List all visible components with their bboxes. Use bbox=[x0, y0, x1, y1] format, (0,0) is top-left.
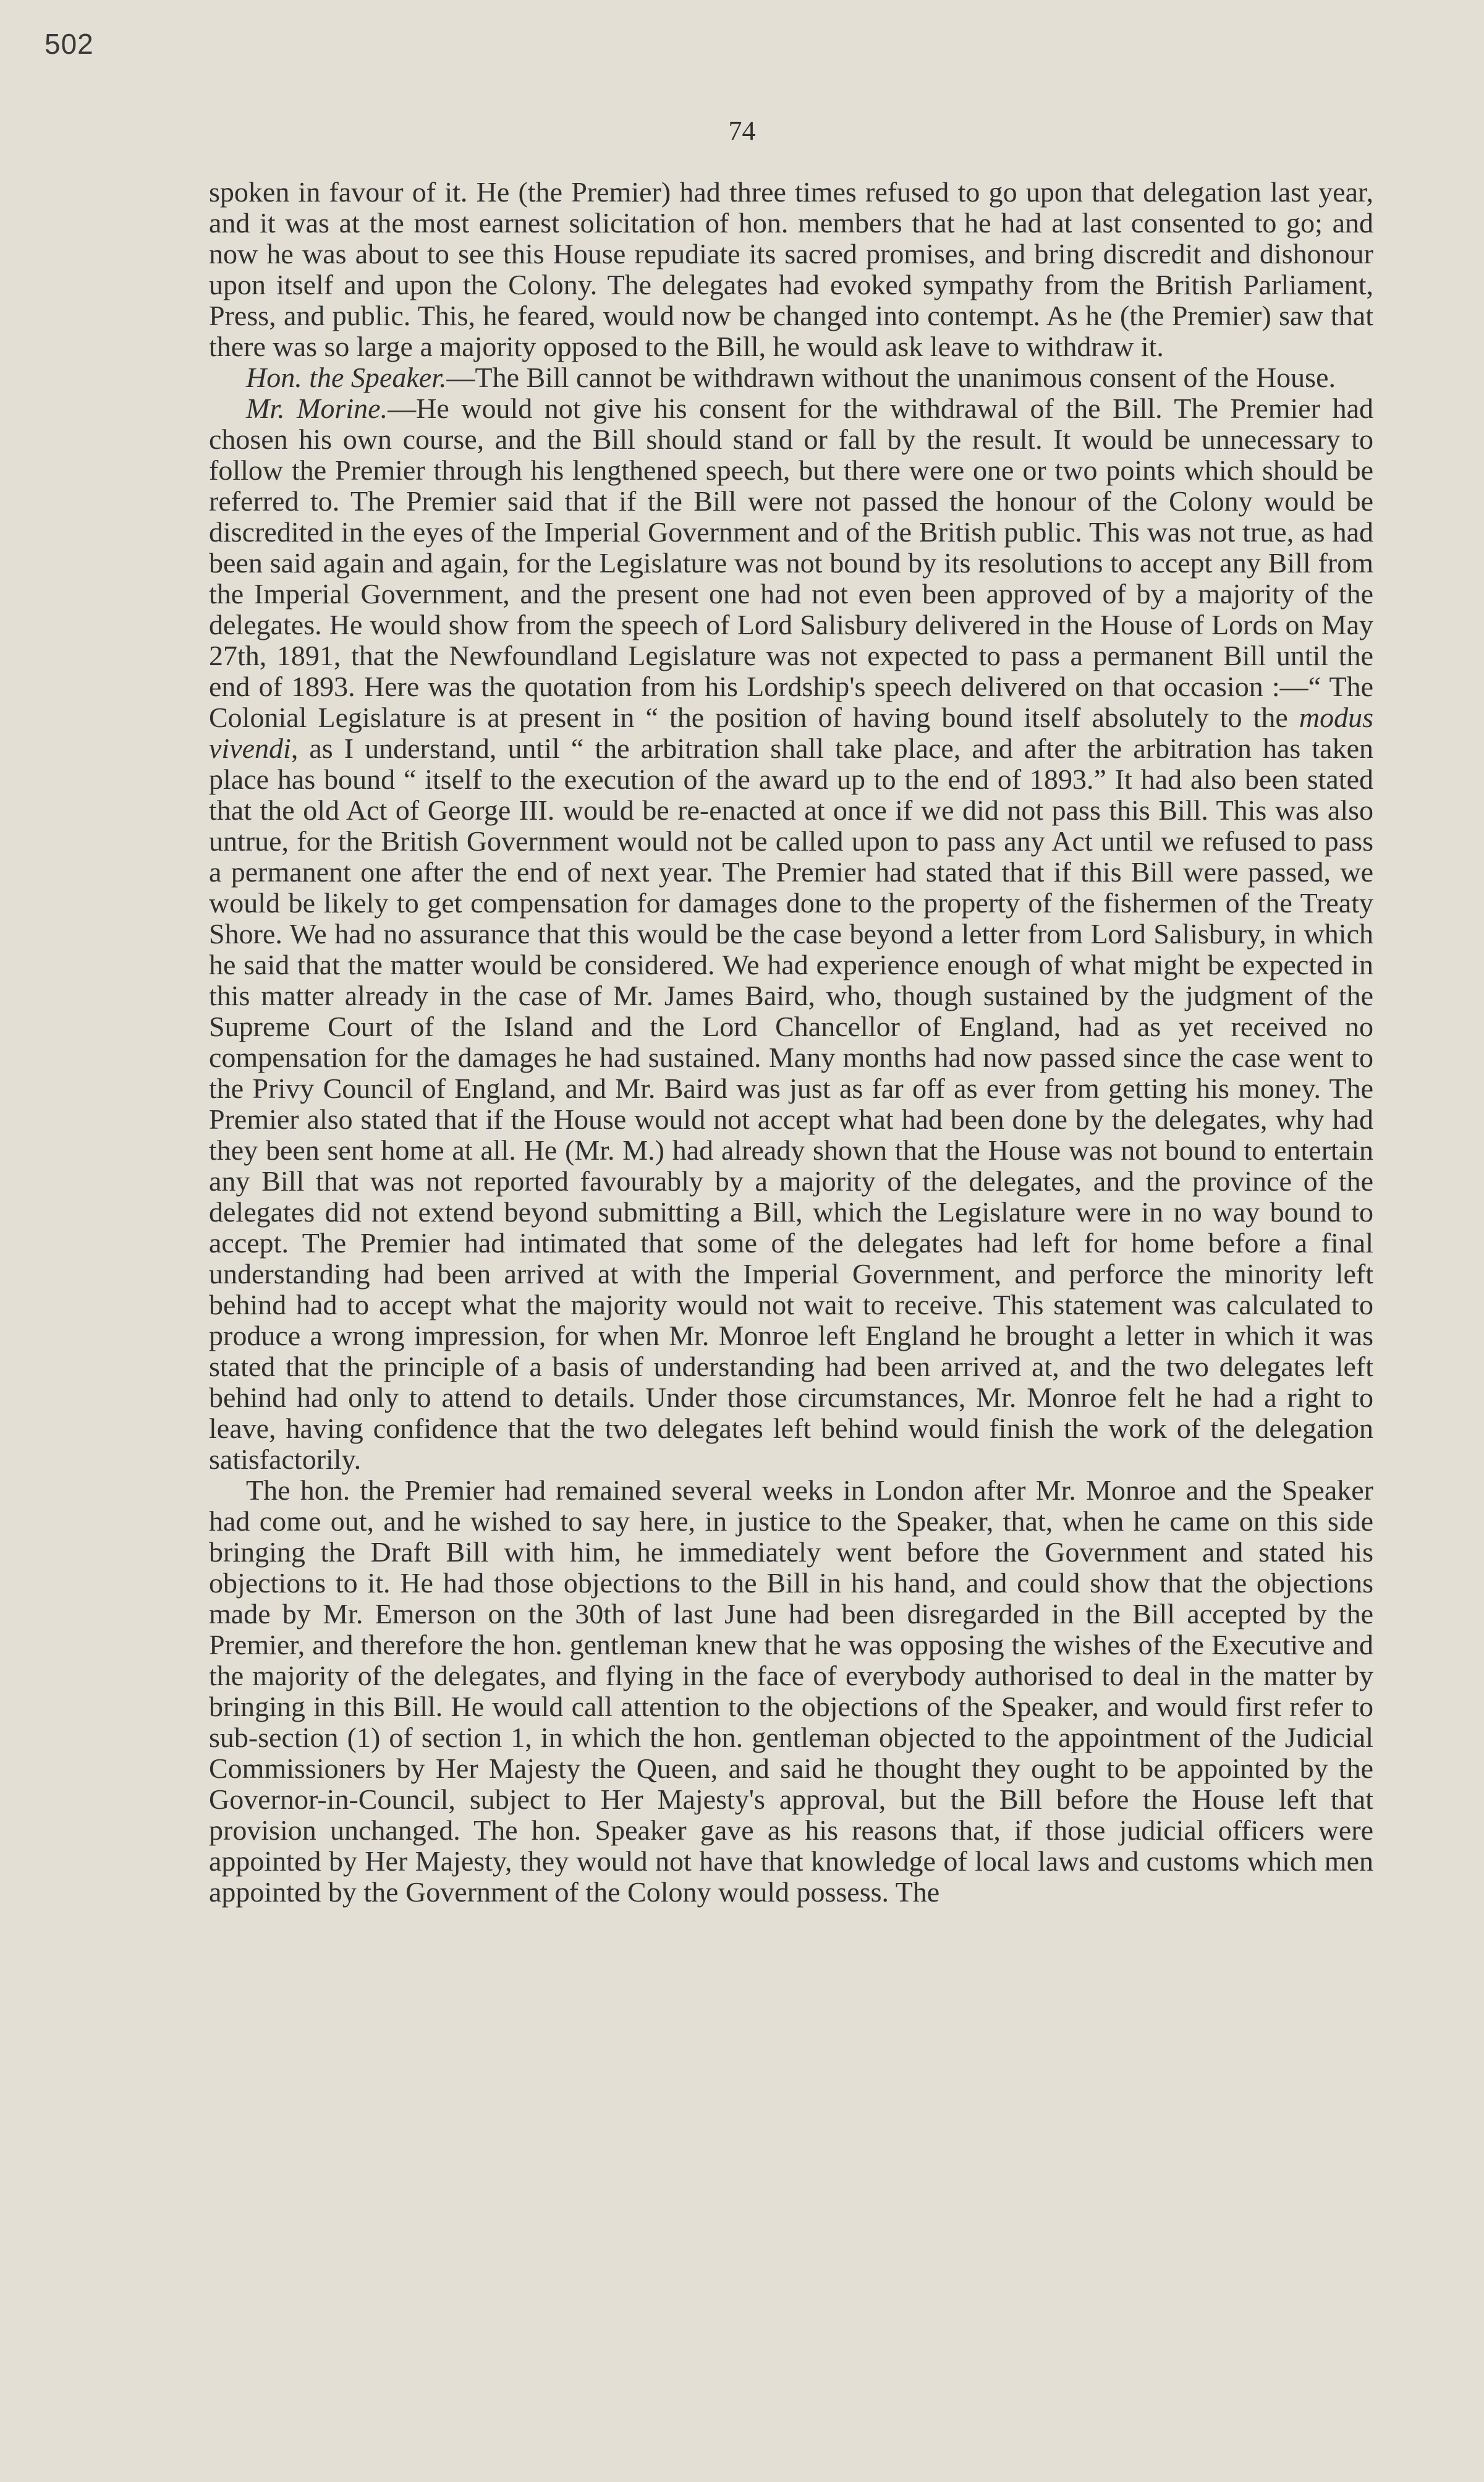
paragraph-text: —The Bill cannot be withdrawn without the unanimous consent of the House. bbox=[446, 362, 1336, 393]
body-text bbox=[209, 177, 1373, 1908]
paragraph-text: The hon. the Premier had remained several weeks in London after Mr. Monroe and the Speaker had come out, and he wished to say here, in justice to the Speaker, that, when he came on this side bringing the Draft Bill with him, he immediately went before the Government and stated his objections to it. He had those objections to the Bill in his hand, and could show that the objections made by Mr. Emerson on the 30th of last June had been disregarded in the Bill accepted by the Premier, and therefore the hon. gentleman knew that he was opposing the wishes of the Executive and the majority of the delegates, and flying in the face of everybody authorised to deal in the matter by bringing in this Bill. He would call attention to the objections of the Speaker, and would first refer to sub-section (1) of section 1, in which the hon. gentleman objected to the appointment of the Judicial Commissioners by Her Majesty the Queen, and said he thought they ought to be appointed by the Governor-in-Council, subject to Her Majesty's approval, but the Bill before the House left that provision unchanged. The hon. Speaker gave as his reasons that, if those judicial officers were appointed by Her Majesty, they would not have that knowledge of local laws and customs which men appointed by the Government of the Colony would possess. The bbox=[209, 1474, 1373, 1908]
paragraph-text: —He would not give his consent for the withdrawal of the Bill. The Premier had chosen his own course, and the Bill should stand or fall by the result. It would be unnecessary to follow the Premier through his lengthened speech, but there were one or two points which should be referred to. The Premier said that if the Bill were not passed the honour of the Colony would be discredited in the eyes of the Imperial Government and of the British public. This was not true, as had been said again and again, for the Legislature was not bound by its resolutions to accept any Bill from the Imperial Government, and the present one had not even been approved of by a majority of the delegates. He would show from the speech of Lord Salisbury delivered in the House of Lords on May 27th, 1891, that the Newfoundland Legislature was not expected to pass a permanent Bill until the end of 1893. Here was the quotation from his Lordship's speech delivered on that occasion :—“ The Colonial Legislature is at present in “ the position of having bound itself absolutely to the modus vivendi, as I understand, until “ the arbitration shall take place, and after the arbitration has taken place has bound “ itself to the execution of the award up to the end of 1893.” It had also been stated that the old Act of George III. would be re-enacted at once if we did not pass this Bill. This was also untrue, for the British Government would not be called upon to pass any Act until we refused to pass a permanent one after the end of next year. The Premier had stated that if this Bill were passed, we would be likely to get compensation for damages done to the property of the fishermen of the Treaty Shore. We had no assurance that this would be the case beyond a letter from Lord Salisbury, in which he said that the matter would be considered. We had experience enough of what might be expected in this matter already in the case of Mr. James Baird, who, though sustained by the judgment of the Supreme Court of the Island and the Lord Chancellor of England, had as yet received no compensation for the damages he had sustained. Many months had now passed since the case went to the Privy Council of England, and Mr. Baird was just as far off as ever from getting his money. The Premier also stated that if the House would not accept what had been done by the delegates, why had they been sent home at all. He (Mr. M.) had already shown that the House was not bound to entertain any Bill that was not reported favourably by a majority of the delegates, and the province of the delegates did not extend beyond submitting a Bill, which the Legislature were in no way bound to accept. The Premier had intimated that some of the delegates had left for home before a final understanding had been arrived at with the Imperial Government, and perforce the minority left behind had to accept what the majority would not wait to receive. This statement was calculated to produce a wrong impression, for when Mr. Monroe left England he brought a letter in which it was stated that the principle of a basis of understanding had been arrived at, and the two delegates left behind had only to attend to details. Under those circumstances, Mr. Monroe felt he had a right to leave, having confidence that the two delegates left behind would finish the work of the delegation satisfactorily. bbox=[209, 393, 1373, 1475]
paragraph-speaker bbox=[209, 362, 1373, 393]
paragraph-premier-london bbox=[209, 1475, 1373, 1908]
speaker-name: Mr. Morine. bbox=[246, 393, 388, 424]
paragraph-morine bbox=[209, 393, 1373, 1475]
paragraph-text: spoken in favour of it. He (the Premier) had three times refused to go upon that delegation last year, and it was at the most earnest solicitation of hon. members that he had at last consented to go; and now he was about to see this House repudiate its sacred promises, and bring discredit and dishonour upon itself and upon the Colony. The delegates had evoked sympathy from the British Parliament, Press, and public. This, he feared, would now be changed into contempt. As he (the Premier) saw that there was so large a majority opposed to the Bill, he would ask leave to withdraw it. bbox=[209, 176, 1373, 362]
latin-phrase: modus vivendi bbox=[209, 702, 1373, 764]
scan-page-number: 502 bbox=[45, 28, 94, 60]
page-number: 74 bbox=[728, 116, 756, 146]
paragraph-premier-continued bbox=[209, 177, 1373, 362]
speaker-name: Hon. the Speaker. bbox=[246, 362, 447, 393]
